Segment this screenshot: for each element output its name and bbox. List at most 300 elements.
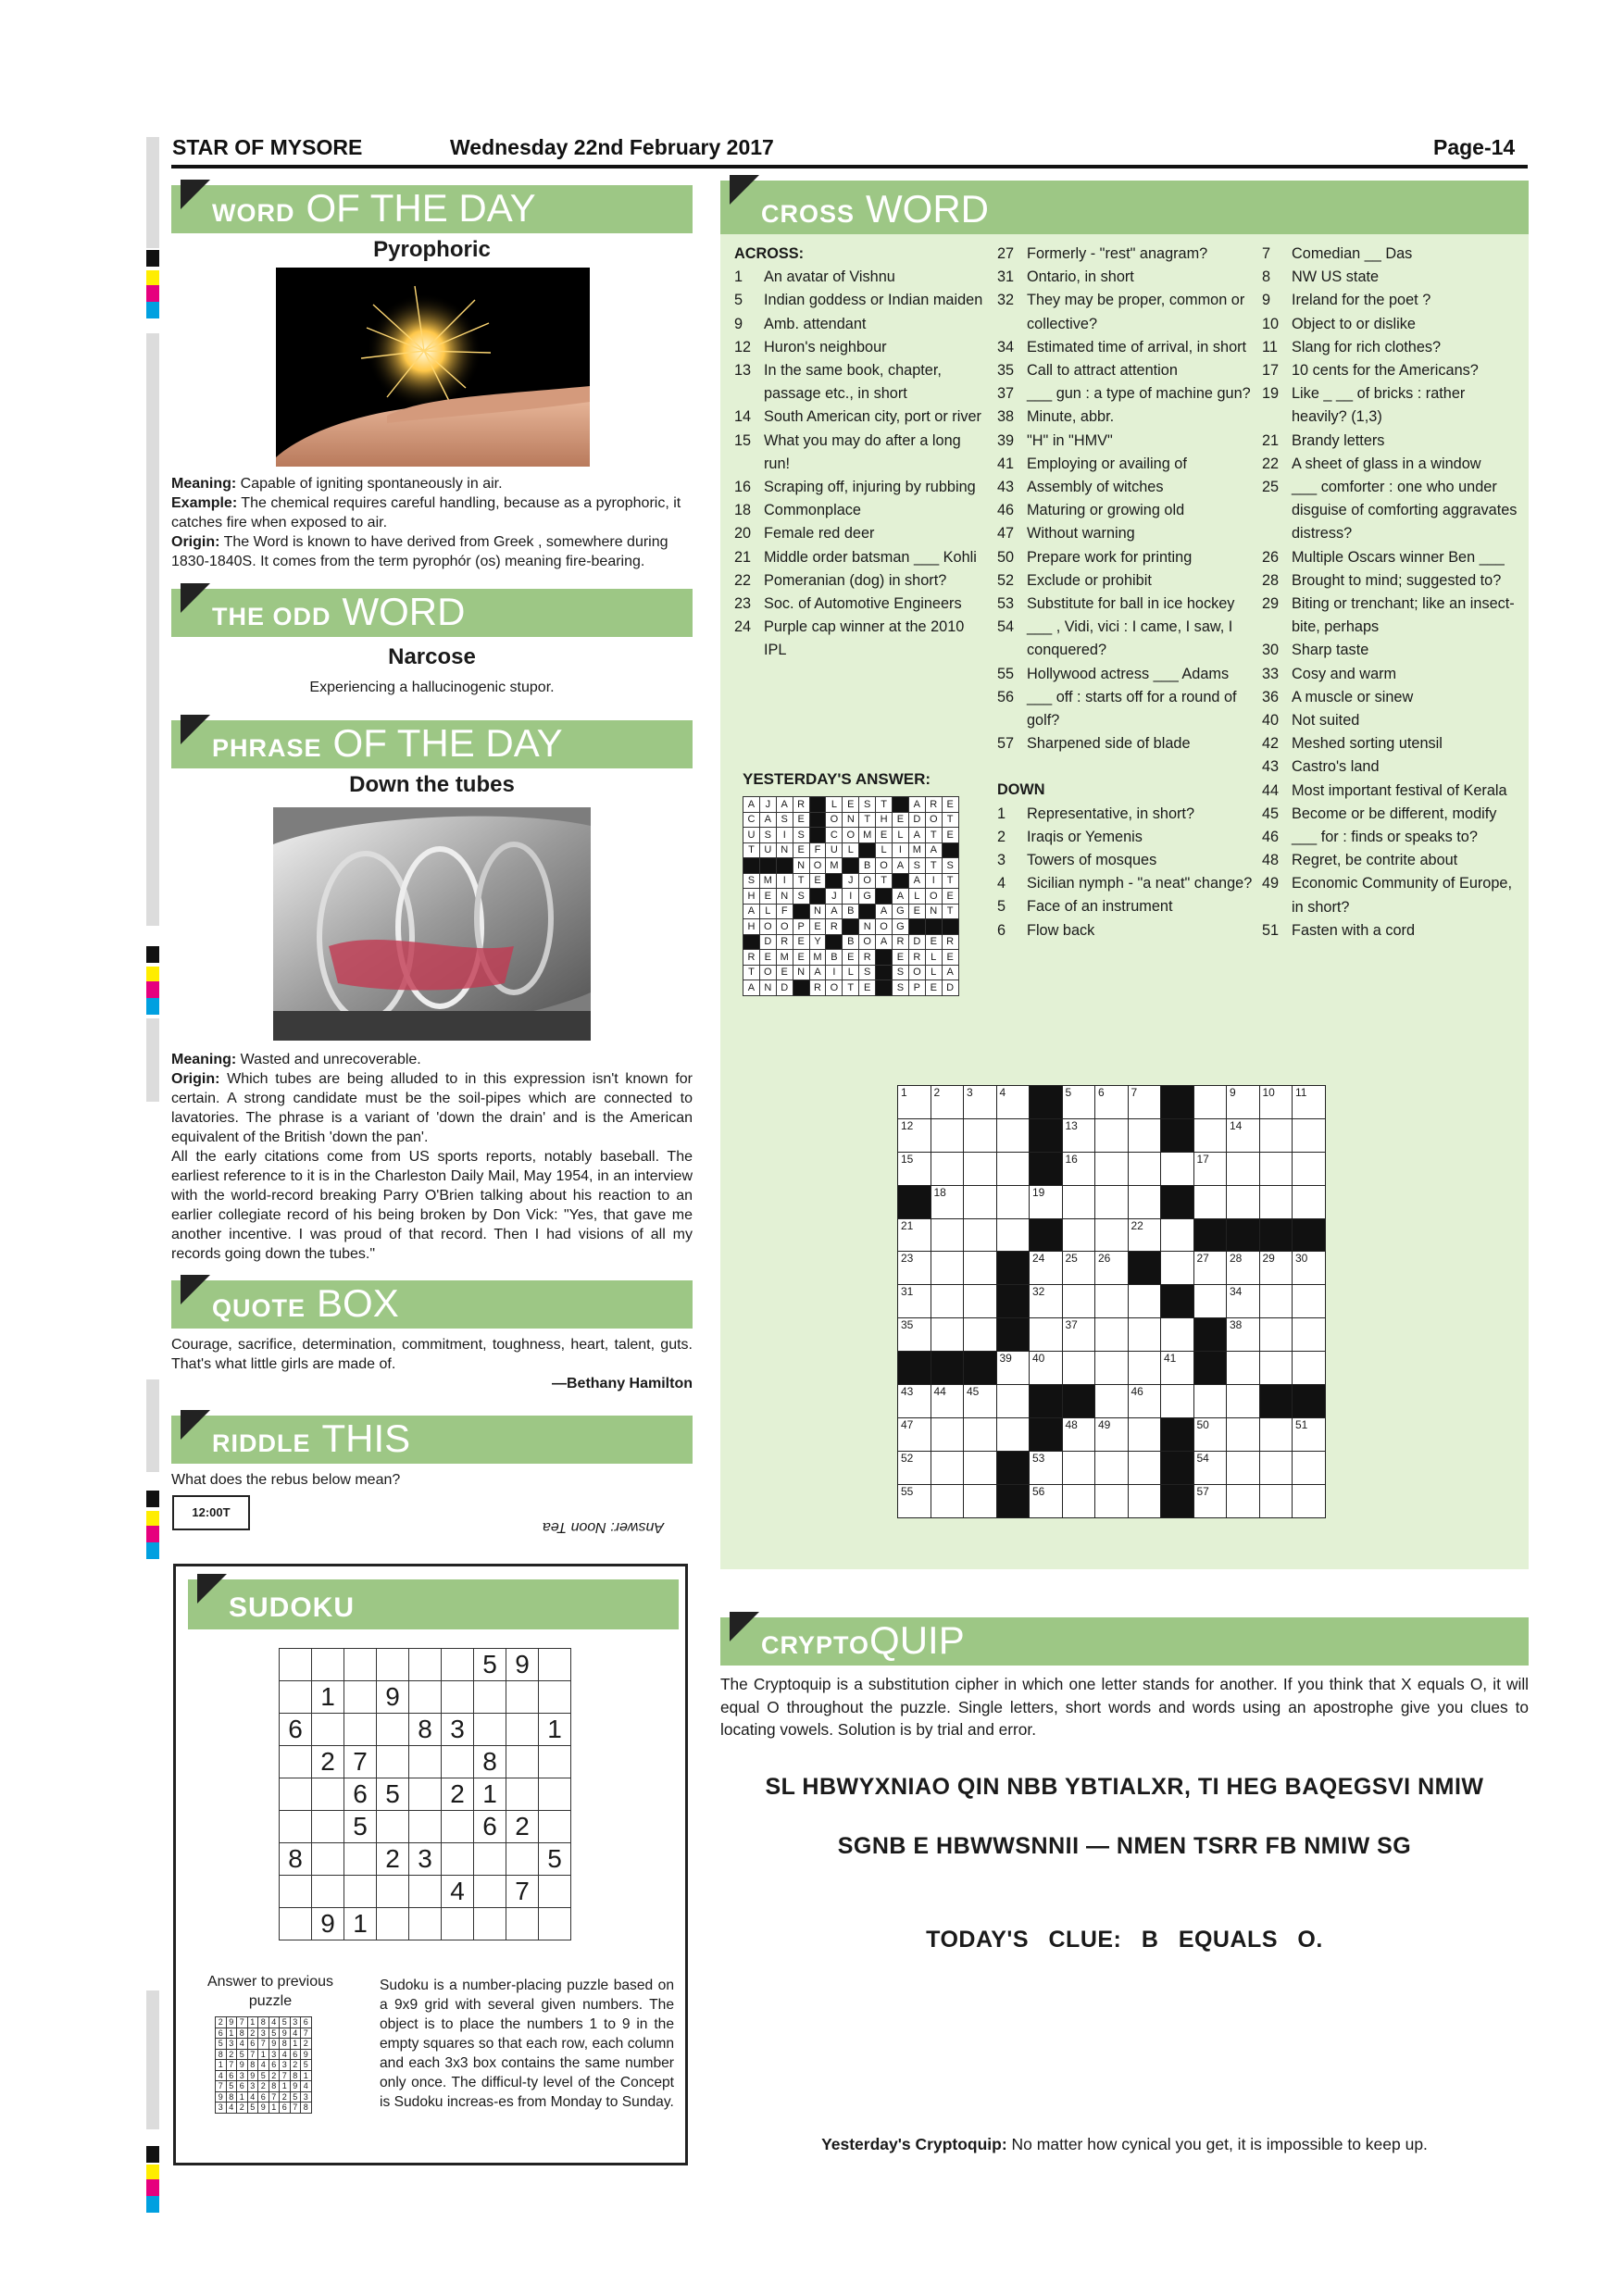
clue-item xyxy=(1262,780,1521,803)
crossword-cell[interactable] xyxy=(898,1484,931,1517)
crossword-cell[interactable] xyxy=(1062,1484,1095,1517)
crossword-cell[interactable] xyxy=(996,1352,1030,1385)
sudoku-cell[interactable] xyxy=(506,1681,539,1714)
sudoku-cell[interactable] xyxy=(280,1778,312,1811)
crossword-cell[interactable] xyxy=(1128,1118,1161,1152)
crossword-cell[interactable] xyxy=(996,1185,1030,1218)
black-cell xyxy=(964,1352,997,1385)
crossword-cell[interactable] xyxy=(1227,1152,1260,1185)
crossword-cell[interactable] xyxy=(1030,1185,1063,1218)
crossword-cell[interactable] xyxy=(1259,1318,1293,1352)
black-cell xyxy=(1293,1218,1326,1252)
registration-black xyxy=(146,250,159,267)
clue-item xyxy=(997,430,1253,453)
crossword-cell[interactable] xyxy=(1128,1318,1161,1352)
sudoku-cell[interactable] xyxy=(442,1681,474,1714)
black-cell xyxy=(1259,1385,1293,1418)
crossword-cell[interactable] xyxy=(1095,1086,1129,1119)
answer-cell: M xyxy=(859,828,876,843)
answer-cell: F xyxy=(776,904,793,919)
clue-item xyxy=(1262,243,1521,266)
crossword-cell[interactable] xyxy=(898,1385,931,1418)
previous-sudoku-cell: 6 xyxy=(280,2103,291,2114)
crossword-cell[interactable] xyxy=(1259,1185,1293,1218)
previous-sudoku-cell: 8 xyxy=(301,2103,312,2114)
answer-cell: E xyxy=(759,889,776,905)
crossword-cell[interactable] xyxy=(1227,1484,1260,1517)
clue-item xyxy=(734,569,984,593)
crossword-cell[interactable] xyxy=(996,1118,1030,1152)
crossword-cell[interactable] xyxy=(1062,1417,1095,1451)
sudoku-cell[interactable] xyxy=(312,1843,344,1876)
crossword-cell[interactable] xyxy=(996,1086,1030,1119)
crossword-cell[interactable] xyxy=(1293,1118,1326,1152)
crossword-cell[interactable] xyxy=(898,1252,931,1285)
clue-item xyxy=(734,522,984,545)
crossword-cell[interactable] xyxy=(1030,1318,1063,1352)
clue-number: 3 xyxy=(997,852,1006,869)
crossword-cell[interactable] xyxy=(996,1417,1030,1451)
crossword-cell[interactable] xyxy=(931,1118,964,1152)
crossword-cell[interactable] xyxy=(1095,1385,1129,1418)
sudoku-cell[interactable] xyxy=(539,1778,571,1811)
crossword-cell[interactable] xyxy=(1095,1352,1129,1385)
clue-item xyxy=(1262,336,1521,359)
crossword-cell[interactable] xyxy=(1128,1086,1161,1119)
sudoku-cell[interactable] xyxy=(344,1714,377,1746)
sudoku-cell: 8 xyxy=(280,1843,312,1876)
crossword-cell[interactable] xyxy=(1259,1451,1293,1484)
crossword-cell[interactable] xyxy=(1128,1285,1161,1318)
crossword-cell[interactable] xyxy=(898,1318,931,1352)
clue-text: Object to or dislike xyxy=(1292,315,1416,332)
crossword-cell[interactable] xyxy=(1193,1285,1227,1318)
crossword-cell[interactable] xyxy=(964,1385,997,1418)
crossword-cell[interactable] xyxy=(964,1451,997,1484)
clue-item xyxy=(997,686,1253,732)
black-cell xyxy=(893,873,909,889)
crossword-cell[interactable] xyxy=(1095,1451,1129,1484)
answer-cell: B xyxy=(843,904,859,919)
crossword-cell[interactable] xyxy=(1227,1451,1260,1484)
answer-cell: G xyxy=(893,904,909,919)
crossword-cell[interactable] xyxy=(931,1451,964,1484)
previous-sudoku-cell: 9 xyxy=(247,2070,258,2081)
clue-item xyxy=(1262,569,1521,593)
registration-cyan xyxy=(146,998,159,1015)
crossword-cell[interactable] xyxy=(1193,1484,1227,1517)
sudoku-cell[interactable] xyxy=(377,1876,409,1908)
crossword-cell[interactable] xyxy=(964,1285,997,1318)
crossword-cell[interactable] xyxy=(1095,1118,1129,1152)
clue-number: 28 xyxy=(1262,571,1280,589)
previous-sudoku-cell: 7 xyxy=(216,2081,227,2092)
crossword-cell[interactable] xyxy=(1128,1451,1161,1484)
answer-cell: O xyxy=(843,828,859,843)
crossword-cell[interactable] xyxy=(1128,1352,1161,1385)
sudoku-cell[interactable] xyxy=(409,1681,442,1714)
crossword-cell[interactable] xyxy=(898,1451,931,1484)
clue-item xyxy=(734,499,984,522)
answer-cell: O xyxy=(925,889,942,905)
sudoku-cell[interactable] xyxy=(539,1811,571,1843)
crossword-cell[interactable] xyxy=(1161,1218,1194,1252)
sudoku-title: SUDOKU xyxy=(229,1592,356,1623)
sudoku-cell[interactable] xyxy=(474,1714,506,1746)
crossword-cell[interactable] xyxy=(1030,1352,1063,1385)
sudoku-cell[interactable] xyxy=(344,1876,377,1908)
crossword-cell[interactable] xyxy=(1095,1417,1129,1451)
clue-text: Like _ __ of bricks : rather heavily? (1,3) xyxy=(1292,385,1466,426)
crossword-cell[interactable] xyxy=(931,1086,964,1119)
sudoku-cell[interactable] xyxy=(312,1811,344,1843)
answer-cell: S xyxy=(859,965,876,980)
yesterday-cryptoquip xyxy=(720,2135,1529,2154)
sudoku-cell[interactable] xyxy=(280,1876,312,1908)
previous-sudoku-cell: 9 xyxy=(301,2049,312,2060)
sudoku-cell[interactable] xyxy=(409,1908,442,1940)
crossword-cell[interactable] xyxy=(1193,1252,1227,1285)
crossword-cell[interactable] xyxy=(1062,1218,1095,1252)
crossword-cell[interactable] xyxy=(1227,1352,1260,1385)
answer-cell: S xyxy=(942,858,958,874)
sudoku-cell[interactable] xyxy=(312,1714,344,1746)
crossword-cell[interactable] xyxy=(1062,1118,1095,1152)
clue-number: 21 xyxy=(734,548,752,566)
answer-cell: S xyxy=(743,873,760,889)
sudoku-cell: 7 xyxy=(344,1746,377,1778)
clue-column-2 xyxy=(997,243,1253,942)
crossword-cell[interactable] xyxy=(1259,1352,1293,1385)
crossword-cell[interactable] xyxy=(964,1484,997,1517)
crossword-cell[interactable] xyxy=(1293,1152,1326,1185)
crossword-cell[interactable] xyxy=(1128,1484,1161,1517)
crossword-cell[interactable] xyxy=(1062,1285,1095,1318)
crossword-cell[interactable] xyxy=(1293,1318,1326,1352)
cell-number: 12 xyxy=(901,1118,914,1132)
clue-number: 40 xyxy=(1262,712,1280,730)
crossword-cell[interactable] xyxy=(1193,1152,1227,1185)
crossword-cell[interactable] xyxy=(1293,1484,1326,1517)
crossword-cell[interactable] xyxy=(1128,1152,1161,1185)
sudoku-cell[interactable] xyxy=(539,1681,571,1714)
crossword-cell[interactable] xyxy=(898,1086,931,1119)
clue-item xyxy=(997,453,1253,476)
crossword-cell[interactable] xyxy=(1293,1417,1326,1451)
registration-cyan xyxy=(146,1542,159,1559)
answer-cell: E xyxy=(793,812,809,828)
sudoku-cell[interactable] xyxy=(474,1908,506,1940)
clue-number: 9 xyxy=(1262,292,1271,309)
crossword-cell[interactable] xyxy=(1293,1352,1326,1385)
crossword-cell[interactable] xyxy=(1095,1218,1129,1252)
crossword-cell[interactable] xyxy=(1227,1118,1260,1152)
black-cell xyxy=(1062,1385,1095,1418)
black-cell xyxy=(925,919,942,935)
crossword-cell[interactable] xyxy=(964,1086,997,1119)
crossword-cell[interactable] xyxy=(964,1185,997,1218)
crossword-cell[interactable] xyxy=(1030,1451,1063,1484)
sudoku-cell[interactable] xyxy=(312,1778,344,1811)
sudoku-cell[interactable] xyxy=(539,1908,571,1940)
crossword-cell[interactable] xyxy=(931,1385,964,1418)
sudoku-cell[interactable] xyxy=(344,1681,377,1714)
sudoku-cell[interactable] xyxy=(377,1908,409,1940)
crossword-cell[interactable] xyxy=(1193,1086,1227,1119)
bar-small-label: RIDDLE xyxy=(212,1429,311,1457)
crossword-cell[interactable] xyxy=(964,1417,997,1451)
clue-text: Iraqis or Yemenis xyxy=(1027,828,1143,845)
sudoku-cell[interactable] xyxy=(442,1811,474,1843)
crossword-cell[interactable] xyxy=(1259,1484,1293,1517)
clue-text: Comedian __ Das xyxy=(1292,245,1413,262)
answer-cell: E xyxy=(859,980,876,996)
crossword-cell[interactable] xyxy=(1095,1318,1129,1352)
sudoku-cell[interactable] xyxy=(506,1714,539,1746)
crossword-cell[interactable] xyxy=(1227,1417,1260,1451)
crossword-cell[interactable] xyxy=(1193,1118,1227,1152)
crossword-cell[interactable] xyxy=(1161,1385,1194,1418)
clue-number: 5 xyxy=(734,292,743,309)
answer-cell: L xyxy=(908,889,925,905)
answer-cell: J xyxy=(826,889,843,905)
clue-text: Ireland for the poet ? xyxy=(1292,292,1431,309)
previous-sudoku-cell: 7 xyxy=(290,2103,301,2114)
crossword-cell[interactable] xyxy=(1293,1285,1326,1318)
crossword-cell[interactable] xyxy=(1193,1417,1227,1451)
sudoku-cell[interactable] xyxy=(474,1876,506,1908)
crossword-cell[interactable] xyxy=(1095,1285,1129,1318)
crossword-cell[interactable] xyxy=(898,1285,931,1318)
crossword-cell[interactable] xyxy=(1062,1352,1095,1385)
crossword-cell[interactable] xyxy=(1062,1252,1095,1285)
crossword-cell[interactable] xyxy=(1062,1318,1095,1352)
previous-sudoku-cell: 9 xyxy=(290,2081,301,2092)
clue-number: 18 xyxy=(734,502,752,519)
crossword-cell[interactable] xyxy=(1161,1152,1194,1185)
clue-text: ___ off : starts off for a round of golf? xyxy=(1027,688,1237,730)
previous-sudoku-cell: 8 xyxy=(216,2049,227,2060)
crossword-cell[interactable] xyxy=(996,1385,1030,1418)
sudoku-cell[interactable] xyxy=(474,1843,506,1876)
sudoku-cell[interactable] xyxy=(312,1876,344,1908)
crossword-cell[interactable] xyxy=(1259,1285,1293,1318)
crossword-cell[interactable] xyxy=(1259,1417,1293,1451)
answer-cell: L xyxy=(893,828,909,843)
answer-cell: O xyxy=(826,812,843,828)
previous-sudoku-cell: 5 xyxy=(269,2028,280,2039)
crossword-cell[interactable] xyxy=(1161,1318,1194,1352)
crossword-cell[interactable] xyxy=(1293,1086,1326,1119)
crossword-cell[interactable] xyxy=(964,1318,997,1352)
cell-number: 43 xyxy=(901,1385,914,1399)
clue-number: 36 xyxy=(1262,688,1280,705)
clue-text: Pomeranian (dog) in short? xyxy=(764,571,947,589)
clue-text: Call to attract attention xyxy=(1027,362,1178,380)
sudoku-cell[interactable] xyxy=(377,1811,409,1843)
sudoku-cell[interactable] xyxy=(539,1746,571,1778)
sudoku-cell[interactable] xyxy=(474,1681,506,1714)
crossword-cell[interactable] xyxy=(1227,1318,1260,1352)
cell-number: 21 xyxy=(901,1218,914,1232)
crossword-cell[interactable] xyxy=(931,1484,964,1517)
answer-cell: O xyxy=(759,919,776,935)
sudoku-cell[interactable] xyxy=(409,1746,442,1778)
sudoku-cell[interactable] xyxy=(280,1908,312,1940)
clue-text: Middle order batsman ___ Kohli xyxy=(764,548,977,566)
crossword-cell[interactable] xyxy=(1062,1086,1095,1119)
answer-cell: O xyxy=(925,812,942,828)
sudoku-cell[interactable] xyxy=(344,1649,377,1681)
clue-text: Substitute for ball in ice hockey xyxy=(1027,595,1235,613)
sudoku-cell[interactable] xyxy=(377,1649,409,1681)
paper-name: STAR OF MYSORE xyxy=(172,135,363,159)
sudoku-cell[interactable] xyxy=(409,1649,442,1681)
clue-text: Fasten with a cord xyxy=(1292,921,1416,939)
sudoku-cell: 1 xyxy=(474,1778,506,1811)
crossword-cell[interactable] xyxy=(1030,1252,1063,1285)
crossword-cell[interactable] xyxy=(1095,1484,1129,1517)
crossword-cell[interactable] xyxy=(1227,1385,1260,1418)
cell-number: 53 xyxy=(1032,1451,1045,1465)
margin-strip xyxy=(146,1990,159,2129)
crossword-cell[interactable] xyxy=(964,1118,997,1152)
cell-number: 48 xyxy=(1065,1417,1078,1431)
sudoku-cell[interactable] xyxy=(409,1778,442,1811)
crossword-cell[interactable] xyxy=(1030,1484,1063,1517)
sudoku-cell[interactable] xyxy=(506,1843,539,1876)
answer-cell: S xyxy=(893,965,909,980)
crossword-cell[interactable] xyxy=(1227,1086,1260,1119)
previous-sudoku-cell: 4 xyxy=(258,2060,269,2071)
crossword-cell[interactable] xyxy=(1259,1118,1293,1152)
crossword-cell[interactable] xyxy=(1062,1185,1095,1218)
sudoku-cell[interactable] xyxy=(539,1649,571,1681)
crossword-bar xyxy=(720,181,1529,234)
sudoku-cell[interactable] xyxy=(344,1843,377,1876)
crossword-cell[interactable] xyxy=(1259,1086,1293,1119)
crossword-cell[interactable] xyxy=(1062,1152,1095,1185)
crossword-cell[interactable] xyxy=(898,1118,931,1152)
sudoku-cell: 6 xyxy=(474,1811,506,1843)
sudoku-cell[interactable] xyxy=(442,1843,474,1876)
clue-item xyxy=(997,289,1253,335)
crossword-cell[interactable] xyxy=(1095,1185,1129,1218)
crossword-cell[interactable] xyxy=(1193,1451,1227,1484)
crossword-cell[interactable] xyxy=(1161,1252,1194,1285)
crossword-cell[interactable] xyxy=(1259,1152,1293,1185)
answer-cell: E xyxy=(893,812,909,828)
crossword-cell[interactable] xyxy=(931,1417,964,1451)
registration-magenta xyxy=(146,285,159,302)
answer-cell: T xyxy=(942,812,958,828)
crossword-cell[interactable] xyxy=(1095,1252,1129,1285)
crossword-cell[interactable] xyxy=(964,1252,997,1285)
sudoku-cell[interactable] xyxy=(442,1649,474,1681)
crossword-cell[interactable] xyxy=(931,1152,964,1185)
previous-sudoku-cell: 1 xyxy=(237,2091,248,2103)
clue-item xyxy=(997,663,1253,686)
sudoku-cell[interactable] xyxy=(377,1746,409,1778)
crossword-cell[interactable] xyxy=(931,1218,964,1252)
sudoku-cell[interactable] xyxy=(506,1778,539,1811)
clue-number: 39 xyxy=(997,431,1015,449)
crossword-cell[interactable] xyxy=(1227,1252,1260,1285)
sudoku-cell[interactable] xyxy=(442,1746,474,1778)
word-of-day-body xyxy=(171,474,693,571)
sudoku-cell[interactable] xyxy=(280,1746,312,1778)
sudoku-cell[interactable] xyxy=(442,1908,474,1940)
clue-item xyxy=(1262,593,1521,639)
clue-text: Meshed sorting utensil xyxy=(1292,735,1443,753)
crossword-cell[interactable] xyxy=(1227,1185,1260,1218)
sudoku-cell[interactable] xyxy=(506,1746,539,1778)
crossword-cell[interactable] xyxy=(1128,1417,1161,1451)
phrase-paragraph-2: All the early citations come from US sports reports, notably baseball. The earliest reference to it is in the Charleston Daily Mail, May 1954, in an interview with the world-record breaking Parry O'Brien talking about his reaction to an earlier collegiate record of his being broken by Don Vick: "Yes, that gave me another incentive. I was proud of that record. Then I had visions of all my records going down the tubes." xyxy=(171,1149,693,1262)
crossword-cell[interactable] xyxy=(1128,1218,1161,1252)
sudoku-cell[interactable] xyxy=(280,1811,312,1843)
crossword-cell[interactable] xyxy=(931,1252,964,1285)
crossword-cell[interactable] xyxy=(964,1218,997,1252)
bar-big-label: THIS xyxy=(321,1416,411,1460)
cryptoquip-line-2: SGNB E HBWWSNNII — NMEN TSRR FB NMIW SG xyxy=(837,1833,1412,1859)
sudoku-cell[interactable] xyxy=(280,1681,312,1714)
crossword-cell[interactable] xyxy=(931,1285,964,1318)
answer-cell: L xyxy=(826,797,843,813)
crossword-cell[interactable] xyxy=(1128,1185,1161,1218)
crossword-cell[interactable] xyxy=(996,1218,1030,1252)
sudoku-cell[interactable] xyxy=(377,1714,409,1746)
crossword-cell[interactable] xyxy=(931,1318,964,1352)
crossword-cell[interactable] xyxy=(1193,1185,1227,1218)
sudoku-cell[interactable] xyxy=(280,1649,312,1681)
answer-cell: O xyxy=(759,965,776,980)
crossword-cell[interactable] xyxy=(1030,1285,1063,1318)
sudoku-cell[interactable] xyxy=(409,1811,442,1843)
answer-cell: E xyxy=(925,980,942,996)
crossword-cell[interactable] xyxy=(898,1152,931,1185)
clue-text: Cosy and warm xyxy=(1292,665,1397,682)
crossword-cell[interactable] xyxy=(996,1152,1030,1185)
crossword-cell[interactable] xyxy=(898,1417,931,1451)
crossword-cell[interactable] xyxy=(1128,1385,1161,1418)
crossword-cell[interactable] xyxy=(1227,1285,1260,1318)
crossword-cell[interactable] xyxy=(1293,1252,1326,1285)
crossword-cell[interactable] xyxy=(964,1152,997,1185)
crossword-cell[interactable] xyxy=(931,1185,964,1218)
crossword-cell[interactable] xyxy=(1161,1352,1194,1385)
clue-item xyxy=(997,243,1253,266)
previous-sudoku-cell: 7 xyxy=(280,2070,291,2081)
sudoku-cell[interactable] xyxy=(539,1876,571,1908)
sudoku-cell[interactable] xyxy=(506,1908,539,1940)
clue-text: Not suited xyxy=(1292,712,1360,730)
sudoku-cell[interactable] xyxy=(409,1876,442,1908)
crossword-cell[interactable] xyxy=(1293,1451,1326,1484)
answer-cell: T xyxy=(743,965,760,980)
crossword-cell[interactable] xyxy=(1193,1385,1227,1418)
crossword-cell[interactable] xyxy=(1259,1252,1293,1285)
origin-label: Origin: xyxy=(171,534,220,550)
crossword-cell[interactable] xyxy=(898,1218,931,1252)
crossword-cell[interactable] xyxy=(1062,1451,1095,1484)
clue-number: 56 xyxy=(997,688,1015,705)
crossword-cell[interactable] xyxy=(1293,1185,1326,1218)
black-cell xyxy=(908,919,925,935)
sudoku-cell[interactable] xyxy=(312,1649,344,1681)
crossword-cell[interactable] xyxy=(1095,1152,1129,1185)
answer-cell: E xyxy=(793,934,809,950)
